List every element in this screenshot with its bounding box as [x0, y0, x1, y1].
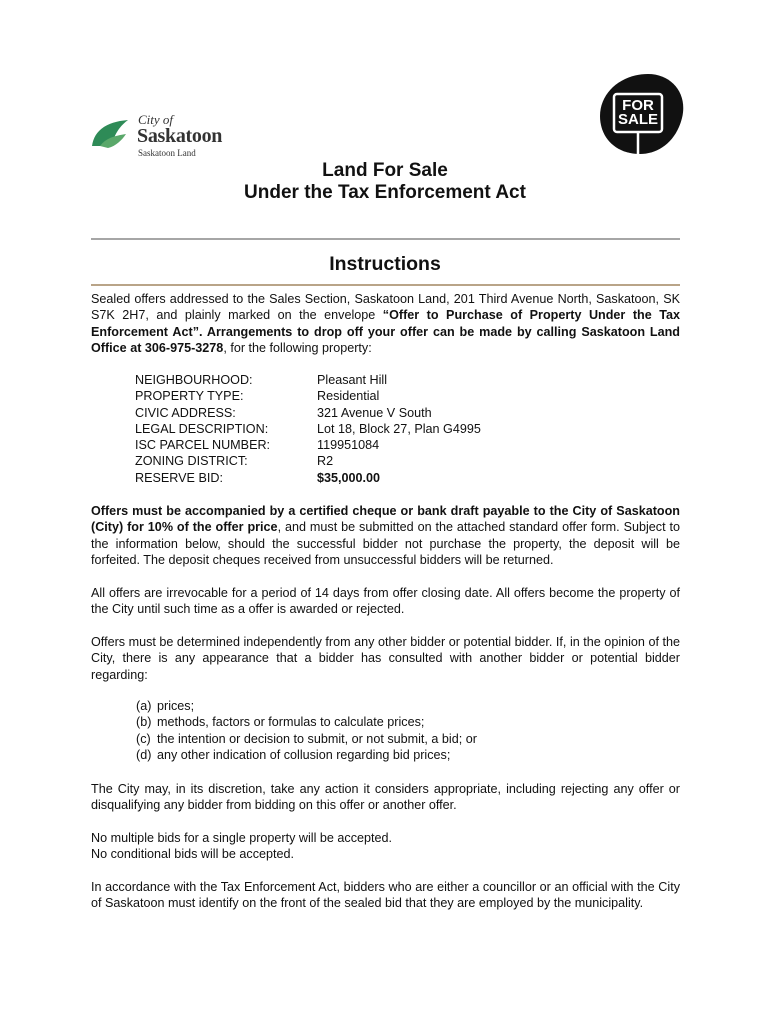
property-label: ISC PARCEL NUMBER: [135, 438, 271, 453]
property-value: Lot 18, Block 27, Plan G4995 [317, 421, 481, 436]
irrevocable-paragraph: All offers are irrevocable for a period of 14 days from offer closing date. All offers become the property of the City until such time as a offer is awarded or rejected. [91, 586, 680, 617]
discretion-paragraph: The City may, in its discretion, take any action it considers appropriate, including rejecting any offer or disqualifying any bidder from bidding on this offer or another offer. [91, 782, 680, 813]
councillor-paragraph: In accordance with the Tax Enforcement Act, bidders who are either a councillor or an official with the City of Saskatoon must identify on the front of the sealed bid that they are employed by the municipality. [91, 880, 680, 911]
intro-paragraph [91, 291, 680, 356]
reserve-bid-value [317, 470, 380, 486]
list-text: prices; [157, 699, 195, 713]
divider-top [91, 238, 680, 240]
property-value: Pleasant Hill [317, 373, 387, 387]
list-marker: (a) [136, 699, 152, 713]
list-marker: (c) [136, 731, 151, 746]
property-row [135, 470, 481, 486]
property-label: NEIGHBOURHOOD: [135, 373, 253, 387]
for-sale-sign [596, 72, 692, 158]
property-row [135, 453, 481, 469]
title-line-2: Under the Tax Enforcement Act [244, 182, 526, 203]
reserve-bid-amount: $35,000.00 [317, 470, 381, 485]
intro-text-end: , for the following property: [223, 340, 372, 355]
property-label: RESERVE BID: [135, 470, 223, 485]
list-text: methods, factors or formulas to calculate prices; [157, 715, 425, 730]
property-row [135, 421, 481, 437]
list-marker: (d) [136, 747, 152, 762]
independent-paragraph: Offers must be determined independently from any other bidder or potential bidder. If, in the opinion of the City, there is any appearance that a bidder has consulted with another bidder or potential bidder regarding: [91, 635, 680, 682]
property-label: CIVIC ADDRESS: [135, 405, 236, 420]
list-marker: (b) [136, 715, 152, 730]
sign-text-for: FOR [622, 97, 654, 114]
title-line-1: Land For Sale [322, 160, 448, 181]
list-item [136, 731, 477, 747]
property-value: 321 Avenue V South [317, 405, 432, 420]
property-row [135, 437, 481, 453]
logo-line-saskatoon: Saskatoon [137, 125, 223, 147]
no-multiple-bids: No multiple bids for a single property will be accepted. [91, 831, 393, 845]
property-details [135, 372, 481, 486]
intro-bold-text: “Offer to Purchase of Property Under the Tax Enforcement Act”. Arrangements to drop off your offer can be made by calling Saskatoon Land Office at 306-975-3278 [91, 308, 680, 355]
saskatoon-leaf-icon [90, 116, 132, 150]
list-item [136, 714, 477, 730]
logo-line-city-of: City of [138, 112, 174, 127]
list-item [136, 698, 477, 714]
property-row [135, 388, 481, 404]
city-of-saskatoon-logo [90, 112, 240, 162]
property-row [135, 372, 481, 388]
sign-text-sale: SALE [617, 111, 658, 128]
property-value: R2 [317, 454, 334, 469]
deposit-paragraph [91, 503, 680, 568]
instructions-heading: Instructions [329, 253, 441, 275]
property-label: LEGAL DESCRIPTION: [135, 421, 269, 436]
logo-line-saskatoon-land: Saskatoon Land [138, 148, 196, 158]
property-value: 119951084 [317, 438, 380, 453]
intro-text: Sealed offers addressed to the Sales Section, Saskatoon Land, 201 Third Avenue North, Saskatoon, SK S7K 2H7, and plainly marked on the envelope [91, 292, 680, 323]
deposit-bold-text: Offers must be accompanied by a certified cheque or bank draft payable to the City of Saskatoon (City) for 10% of the offer price [91, 504, 680, 535]
collusion-list [136, 698, 477, 763]
property-row [135, 405, 481, 421]
list-item [136, 747, 477, 763]
divider-bottom [91, 284, 680, 286]
no-conditional-bids: No conditional bids will be accepted. [91, 847, 295, 861]
deposit-text: , and must be submitted on the attached standard offer form. Subject to the information below, should the successful bidder not purchase the property, the deposit will be forfeited. The deposit cheques received from unsuccessful bidders will be returned. [91, 520, 681, 567]
property-label: ZONING DISTRICT: [135, 454, 248, 469]
list-text: any other indication of collusion regarding bid prices; [157, 747, 451, 762]
property-label: PROPERTY TYPE: [135, 389, 244, 404]
list-text: the intention or decision to submit, or not submit, a bid; or [157, 731, 477, 746]
property-value: Residential [317, 389, 380, 404]
